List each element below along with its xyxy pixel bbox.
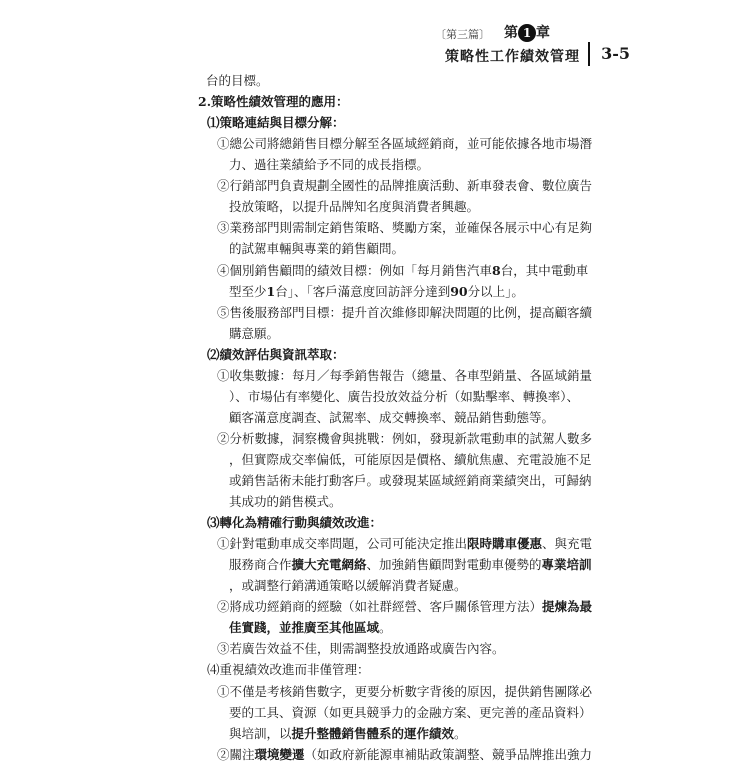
text-segment: ，但實際成交率偏低，可能原因是價格、續航焦慮、充電設施不足 [229,451,592,467]
bold-text-segment: 限時購車優惠 [467,536,543,552]
text-line [229,472,592,490]
text-line [217,304,592,322]
text-line [217,262,588,280]
text-segment: ①不僅是考核銷售數字，更要分析數字背後的原因，提供銷售團隊必 [217,683,593,699]
text-segment: ④個別銷售顧問的績效目標：例如「每月銷售汽車 [217,262,493,278]
text-line [229,156,429,174]
text-segment: 型至少 [229,283,267,299]
text-line [207,346,345,364]
text-line [229,325,279,343]
bold-text-segment: 90 [450,283,468,299]
text-line [207,661,370,679]
text-line [229,704,592,722]
text-line [217,367,592,385]
text-segment: ①針對電動車成交率問題，公司可能決定推出 [217,536,468,552]
text-segment: 台，其中電動車 [500,262,589,278]
text-segment: 、加強銷售顧問對電動車優勢的 [366,557,542,573]
text-line [229,577,467,595]
text-segment: 的試駕車輛與專業的銷售顧問。 [229,241,405,257]
text-line [217,598,592,616]
text-segment: ②將成功經銷商的經驗（如社群經營、客戶關係管理方法） [217,599,543,615]
text-segment: 力、過往業績給予不同的成長指標。 [229,157,430,173]
bold-text-segment: 8 [492,262,501,278]
bold-text-segment: 提煉為最 [542,599,593,615]
text-segment: （如政府新能源車補貼政策調整、競爭品牌推出強力 [304,746,593,762]
bold-text-segment: ⑵績效評估與資訊萃取： [207,346,345,362]
chapter-prefix: 第 [504,25,518,41]
bold-text-segment: ⑶轉化為精確行動與績效改進： [207,515,383,530]
chapter-suffix: 章 [536,25,550,41]
text-line [229,725,467,743]
bold-text-segment: 1 [266,283,276,299]
text-line [229,409,554,427]
text-segment: 與培訓，以 [229,725,292,741]
text-segment: ，或調整行銷溝通策略以緩解消費者疑慮。 [229,578,467,594]
text-line [198,93,349,111]
text-line [217,535,592,553]
text-segment: 服務商合作 [229,557,292,573]
text-segment: 要的工具、資源（如更具競爭力的金融方案、更完善的產品資料） [229,704,592,720]
text-line [229,556,592,574]
text-segment: ⑷重視績效改進而非僅管理： [207,662,370,678]
text-segment: ②關注 [217,746,255,762]
book-title: 策略性工作績效管理 [445,49,580,65]
text-segment: 台的目標。 [206,73,269,88]
text-segment: 。 [379,620,392,636]
text-segment: ③業務部門則需制定銷售策略、獎勵方案，並確保各展示中心有足夠 [217,220,593,236]
text-segment: ）、市場佔有率變化、廣告投放效益分析（如點擊率、轉換率）、 [229,388,580,404]
text-segment: 、與充電 [542,536,593,552]
text-segment: ②行銷部門負責規劃全國性的品牌推廣活動、新車發表會、數位廣告 [217,178,593,194]
text-line [207,114,345,132]
bold-text-segment: 2.策略性績效管理的應用： [198,94,349,109]
text-line [217,219,592,237]
text-segment: 顧客滿意度調查、試駕率、成交轉換率、競品銷售動態等。 [229,409,555,425]
text-line [217,177,592,195]
text-line [229,198,479,216]
text-segment: 分以上」。 [467,283,524,299]
bold-text-segment: 擴大充電網絡 [291,557,367,573]
text-segment: ②分析數據，洞察機會與挑戰：例如，發現新款電動車的試駕人數多 [217,430,593,446]
text-line [206,72,269,90]
text-line [229,619,392,637]
text-line [217,430,592,448]
text-segment: 台」、「客戶滿意度回訪評分達到 [275,283,451,299]
text-segment: 投放策略，以提升品牌知名度與消費者興趣。 [229,199,480,215]
text-segment: ③若廣告效益不佳，則需調整投放通路或廣告內容。 [217,641,505,657]
bold-text-segment: 環境變遷 [254,746,305,762]
text-segment: ①收集數據：每月／每季銷售報告（總量、各車型銷量、各區域銷量 [217,367,593,383]
bold-text-segment: 提升整體銷售體系的運作績效 [291,725,455,741]
text-segment: 其成功的銷售模式。 [229,494,342,509]
part-label: 〔第三篇〕 [435,28,490,41]
text-line [217,683,592,701]
text-line [207,514,382,532]
text-segment: ⑤售後服務部門目標：提升首次維修即解決問題的比例，提高顧客續 [217,304,593,320]
text-line [217,135,592,153]
bold-text-segment: 專業培訓 [541,557,592,573]
text-line [217,746,592,764]
bold-text-segment: 佳實踐，並推廣至其他區域 [229,620,380,636]
text-segment: 。 [454,725,467,741]
text-line [229,240,404,258]
bold-text-segment: ⑴策略連結與目標分解： [207,115,345,131]
text-segment: ①總公司將總銷售目標分解至各區域經銷商，並可能依據各地市場潛 [217,136,593,152]
page-number: 3-5 [601,44,630,63]
text-line [217,640,505,658]
text-line [229,283,524,301]
text-line [229,451,592,469]
text-segment: 或銷售話術未能打動客戶。或發現某區域經銷商業績突出，可歸納 [229,472,592,488]
text-segment: 購意願。 [229,325,280,341]
chapter-number-badge: 1 [518,24,536,42]
text-line [229,493,342,511]
text-line [229,388,579,406]
